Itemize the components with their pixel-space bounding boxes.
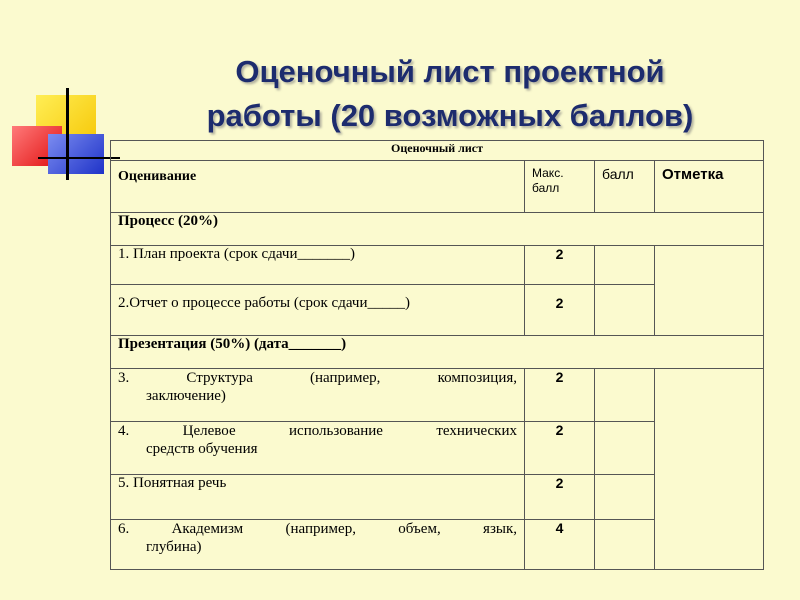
slide-title <box>120 50 780 138</box>
column-header-max-score: Макс. балл <box>525 161 595 213</box>
criterion-text <box>111 520 525 570</box>
score-cell[interactable] <box>595 285 655 336</box>
table-header: Оценочный лист <box>111 141 764 161</box>
section-row-presentation <box>111 336 764 369</box>
table-row <box>111 369 764 422</box>
max-score-value: 2 <box>525 246 595 285</box>
criterion-text-line-1: 6. Академизм (например, объем, язык, <box>118 521 517 537</box>
criterion-text-line-1: 4. Целевое использование технических <box>118 423 517 439</box>
section-title: Презентация (50%) (дата_______) <box>111 336 764 369</box>
grading-table <box>110 140 764 570</box>
column-header-score: балл <box>595 161 655 213</box>
score-cell[interactable] <box>595 246 655 285</box>
criterion-text: 2.Отчет о процессе работы (срок сдачи_____) <box>111 285 525 336</box>
mark-cell[interactable] <box>655 369 764 570</box>
column-headers-row <box>111 161 764 213</box>
horizontal-line-icon <box>38 157 120 159</box>
max-score-value: 2 <box>525 422 595 475</box>
criterion-text <box>111 369 525 422</box>
criterion-text-line-2: глубина) <box>146 539 202 555</box>
section-row-process <box>111 213 764 246</box>
max-score-value: 2 <box>525 285 595 336</box>
criterion-text-line-1: 5. Понятная речь <box>118 475 227 491</box>
score-cell[interactable] <box>595 475 655 520</box>
score-cell[interactable] <box>595 369 655 422</box>
slide-title-line-2: работы (20 возможных баллов) <box>206 98 694 133</box>
slide-title-line-1: Оценочный лист проектной <box>235 54 665 89</box>
max-score-value: 2 <box>525 475 595 520</box>
criterion-text-line-1: 3. Структура (например, композиция, <box>118 370 517 386</box>
criterion-text: 1. План проекта (срок сдачи_______) <box>111 246 525 285</box>
score-cell[interactable] <box>595 422 655 475</box>
column-header-mark: Отметка <box>655 161 764 213</box>
criterion-text-line-2: заключение) <box>146 388 226 404</box>
criterion-text <box>111 475 525 520</box>
section-title: Процесс (20%) <box>111 213 764 246</box>
max-score-value: 4 <box>525 520 595 570</box>
criterion-text <box>111 422 525 475</box>
table-row <box>111 246 764 285</box>
column-header-criteria: Оценивание <box>111 161 525 213</box>
table-header-row <box>111 141 764 161</box>
mark-cell[interactable] <box>655 246 764 336</box>
max-score-value: 2 <box>525 369 595 422</box>
vertical-line-icon <box>66 88 69 180</box>
blue-square-icon <box>48 134 104 174</box>
score-cell[interactable] <box>595 520 655 570</box>
criterion-text-line-2: средств обучения <box>146 441 258 457</box>
